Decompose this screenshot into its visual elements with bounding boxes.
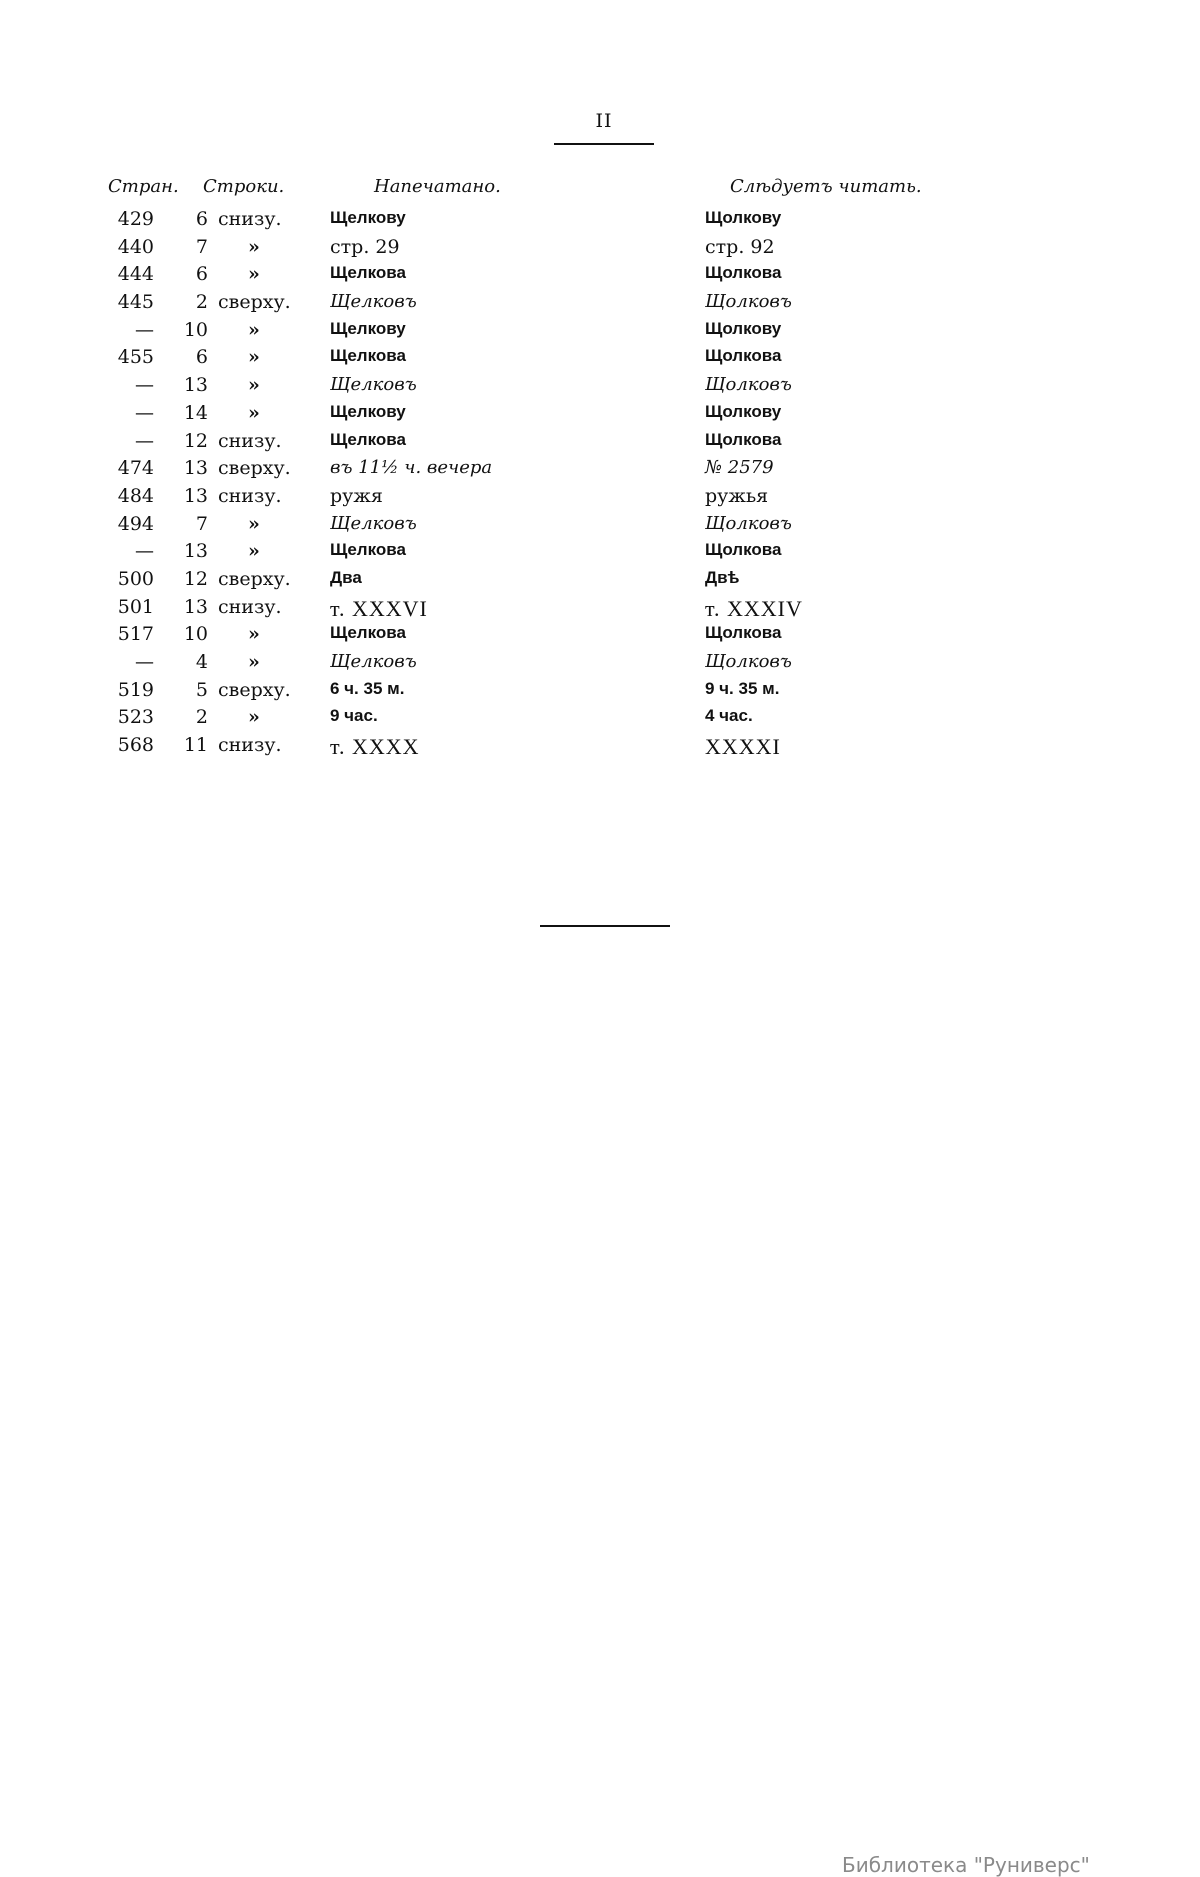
- cell-printed: стр. 29: [330, 235, 400, 258]
- cell-line-number: 10: [183, 318, 208, 341]
- cell-printed: Щелковъ: [330, 651, 417, 672]
- cell-printed: Щелкову: [330, 401, 406, 421]
- cell-direction: сверху.: [218, 291, 291, 314]
- errata-header-row: [0, 176, 1200, 206]
- cell-line-number: 4: [195, 651, 208, 673]
- cell-printed: Щелкова: [330, 263, 406, 283]
- cell-page: —: [135, 318, 154, 341]
- table-row: [0, 621, 1200, 649]
- cell-line-number: 11: [183, 734, 208, 757]
- cell-printed: т. XXXX: [330, 734, 420, 760]
- cell-printed: въ 11½ ч. вечера: [330, 457, 493, 479]
- cell-direction: сверху.: [218, 457, 291, 480]
- cell-line-number: 13: [183, 540, 208, 563]
- table-row: [0, 677, 1200, 705]
- cell-page: 501: [117, 595, 154, 618]
- table-row: [0, 538, 1200, 566]
- cell-direction: снизу.: [218, 734, 282, 757]
- cell-page: 484: [117, 484, 154, 507]
- cell-should-read: Щолкова: [705, 429, 782, 449]
- cell-line-number: 7: [195, 235, 208, 258]
- cell-line-number: 5: [195, 678, 208, 701]
- cell-page: —: [135, 540, 154, 563]
- table-row: [0, 206, 1200, 234]
- cell-should-read: Щолкова: [705, 540, 782, 560]
- cell-line-number: 2: [195, 706, 208, 729]
- cell-printed: Два: [330, 567, 362, 587]
- cell-should-read: стр. 92: [705, 235, 775, 258]
- library-watermark: Библиотека "Руниверс": [842, 1853, 1090, 1877]
- table-row: [0, 566, 1200, 594]
- table-row: [0, 372, 1200, 400]
- table-row: [0, 594, 1200, 622]
- cell-should-read: Щолковъ: [705, 291, 792, 313]
- cell-direction: снизу.: [218, 208, 282, 230]
- cell-direction: снизу.: [218, 429, 282, 452]
- cell-line-number: 13: [183, 374, 208, 397]
- cell-page: 523: [117, 706, 154, 729]
- cell-direction: сверху.: [218, 567, 291, 590]
- cell-line-number: 13: [183, 595, 208, 618]
- table-row: [0, 732, 1200, 760]
- cell-direction: »: [248, 374, 260, 397]
- errata-rows: [0, 206, 1200, 760]
- cell-should-read: 4 час.: [705, 706, 753, 726]
- cell-direction: »: [248, 346, 260, 369]
- cell-printed: Щелкова: [330, 623, 406, 643]
- cell-printed: Щелковъ: [330, 291, 417, 313]
- cell-printed: ружя: [330, 484, 383, 507]
- cell-should-read: Щолкову: [705, 318, 782, 338]
- cell-line-number: 14: [183, 401, 208, 424]
- table-row: [0, 261, 1200, 289]
- cell-line-number: 12: [183, 567, 208, 590]
- cell-page: 445: [117, 291, 154, 314]
- cell-should-read: Щолкова: [705, 346, 782, 366]
- cell-direction: »: [248, 318, 260, 341]
- cell-page: 444: [117, 263, 154, 286]
- cell-printed: Щелкова: [330, 540, 406, 560]
- cell-should-read: Щолковъ: [705, 374, 792, 396]
- cell-direction: снизу.: [218, 484, 282, 507]
- cell-printed: Щелкову: [330, 208, 406, 227]
- cell-page: —: [135, 651, 154, 673]
- cell-should-read: Двѣ: [705, 567, 740, 587]
- cell-page: —: [135, 429, 154, 452]
- cell-printed: 6 ч. 35 м.: [330, 678, 405, 698]
- cell-should-read: № 2579: [705, 457, 774, 479]
- cell-direction: »: [248, 623, 260, 646]
- header-page: Стран.: [108, 176, 179, 197]
- cell-page: —: [135, 401, 154, 424]
- cell-printed: Щелкову: [330, 318, 406, 338]
- cell-should-read: Щолкова: [705, 623, 782, 643]
- header-lines: Строки.: [203, 176, 285, 197]
- page-number: II: [595, 110, 613, 132]
- cell-line-number: 2: [195, 291, 208, 314]
- cell-line-number: 6: [195, 263, 208, 286]
- table-row: [0, 455, 1200, 483]
- table-row: [0, 511, 1200, 539]
- table-row: [0, 649, 1200, 677]
- cell-line-number: 6: [195, 346, 208, 369]
- cell-page: 455: [117, 346, 154, 369]
- cell-page: —: [135, 374, 154, 397]
- cell-direction: »: [248, 651, 260, 673]
- cell-printed: Щелкова: [330, 346, 406, 366]
- cell-direction: »: [248, 706, 260, 729]
- cell-page: 440: [117, 235, 154, 258]
- cell-page: 494: [117, 512, 154, 535]
- cell-should-read: 9 ч. 35 м.: [705, 678, 780, 698]
- cell-line-number: 13: [183, 484, 208, 507]
- table-row: [0, 234, 1200, 262]
- table-row: [0, 428, 1200, 456]
- cell-should-read: XXXXI: [705, 734, 781, 760]
- cell-printed: 9 час.: [330, 706, 378, 726]
- cell-page: 474: [117, 457, 154, 480]
- cell-direction: сверху.: [218, 678, 291, 701]
- table-row: [0, 344, 1200, 372]
- cell-page: 500: [117, 567, 154, 590]
- table-row: [0, 704, 1200, 732]
- table-row: [0, 483, 1200, 511]
- cell-printed: Щелковъ: [330, 374, 417, 396]
- cell-printed: Щелкова: [330, 429, 406, 449]
- cell-page: 517: [117, 623, 154, 646]
- cell-printed: т. XXXVI: [330, 595, 428, 621]
- cell-line-number: 13: [183, 457, 208, 480]
- cell-should-read: Щолкова: [705, 263, 782, 283]
- cell-line-number: 12: [183, 429, 208, 452]
- cell-page: 568: [117, 734, 154, 757]
- cell-direction: »: [248, 401, 260, 424]
- header-should-read: Слѣдуетъ читать.: [730, 176, 922, 197]
- header-printed: Напечатано.: [374, 176, 501, 197]
- cell-line-number: 7: [195, 512, 208, 535]
- cell-should-read: Щолковъ: [705, 651, 792, 672]
- cell-should-read: Щолковъ: [705, 512, 792, 534]
- table-row: [0, 289, 1200, 317]
- cell-direction: »: [248, 540, 260, 563]
- cell-should-read: т. XXXIV: [705, 595, 803, 621]
- cell-should-read: Щолкову: [705, 208, 782, 227]
- table-row: [0, 317, 1200, 345]
- cell-should-read: ружья: [705, 484, 769, 507]
- cell-direction: »: [248, 263, 260, 286]
- cell-page: 429: [117, 208, 154, 230]
- cell-direction: снизу.: [218, 595, 282, 618]
- cell-direction: »: [248, 235, 260, 258]
- cell-line-number: 10: [183, 623, 208, 646]
- table-row: [0, 400, 1200, 428]
- cell-page: 519: [117, 678, 154, 701]
- cell-line-number: 6: [195, 208, 208, 230]
- cell-printed: Щелковъ: [330, 512, 417, 534]
- cell-should-read: Щолкову: [705, 401, 782, 421]
- cell-direction: »: [248, 512, 260, 535]
- end-rule: [540, 925, 670, 927]
- page-number-rule: [554, 143, 654, 145]
